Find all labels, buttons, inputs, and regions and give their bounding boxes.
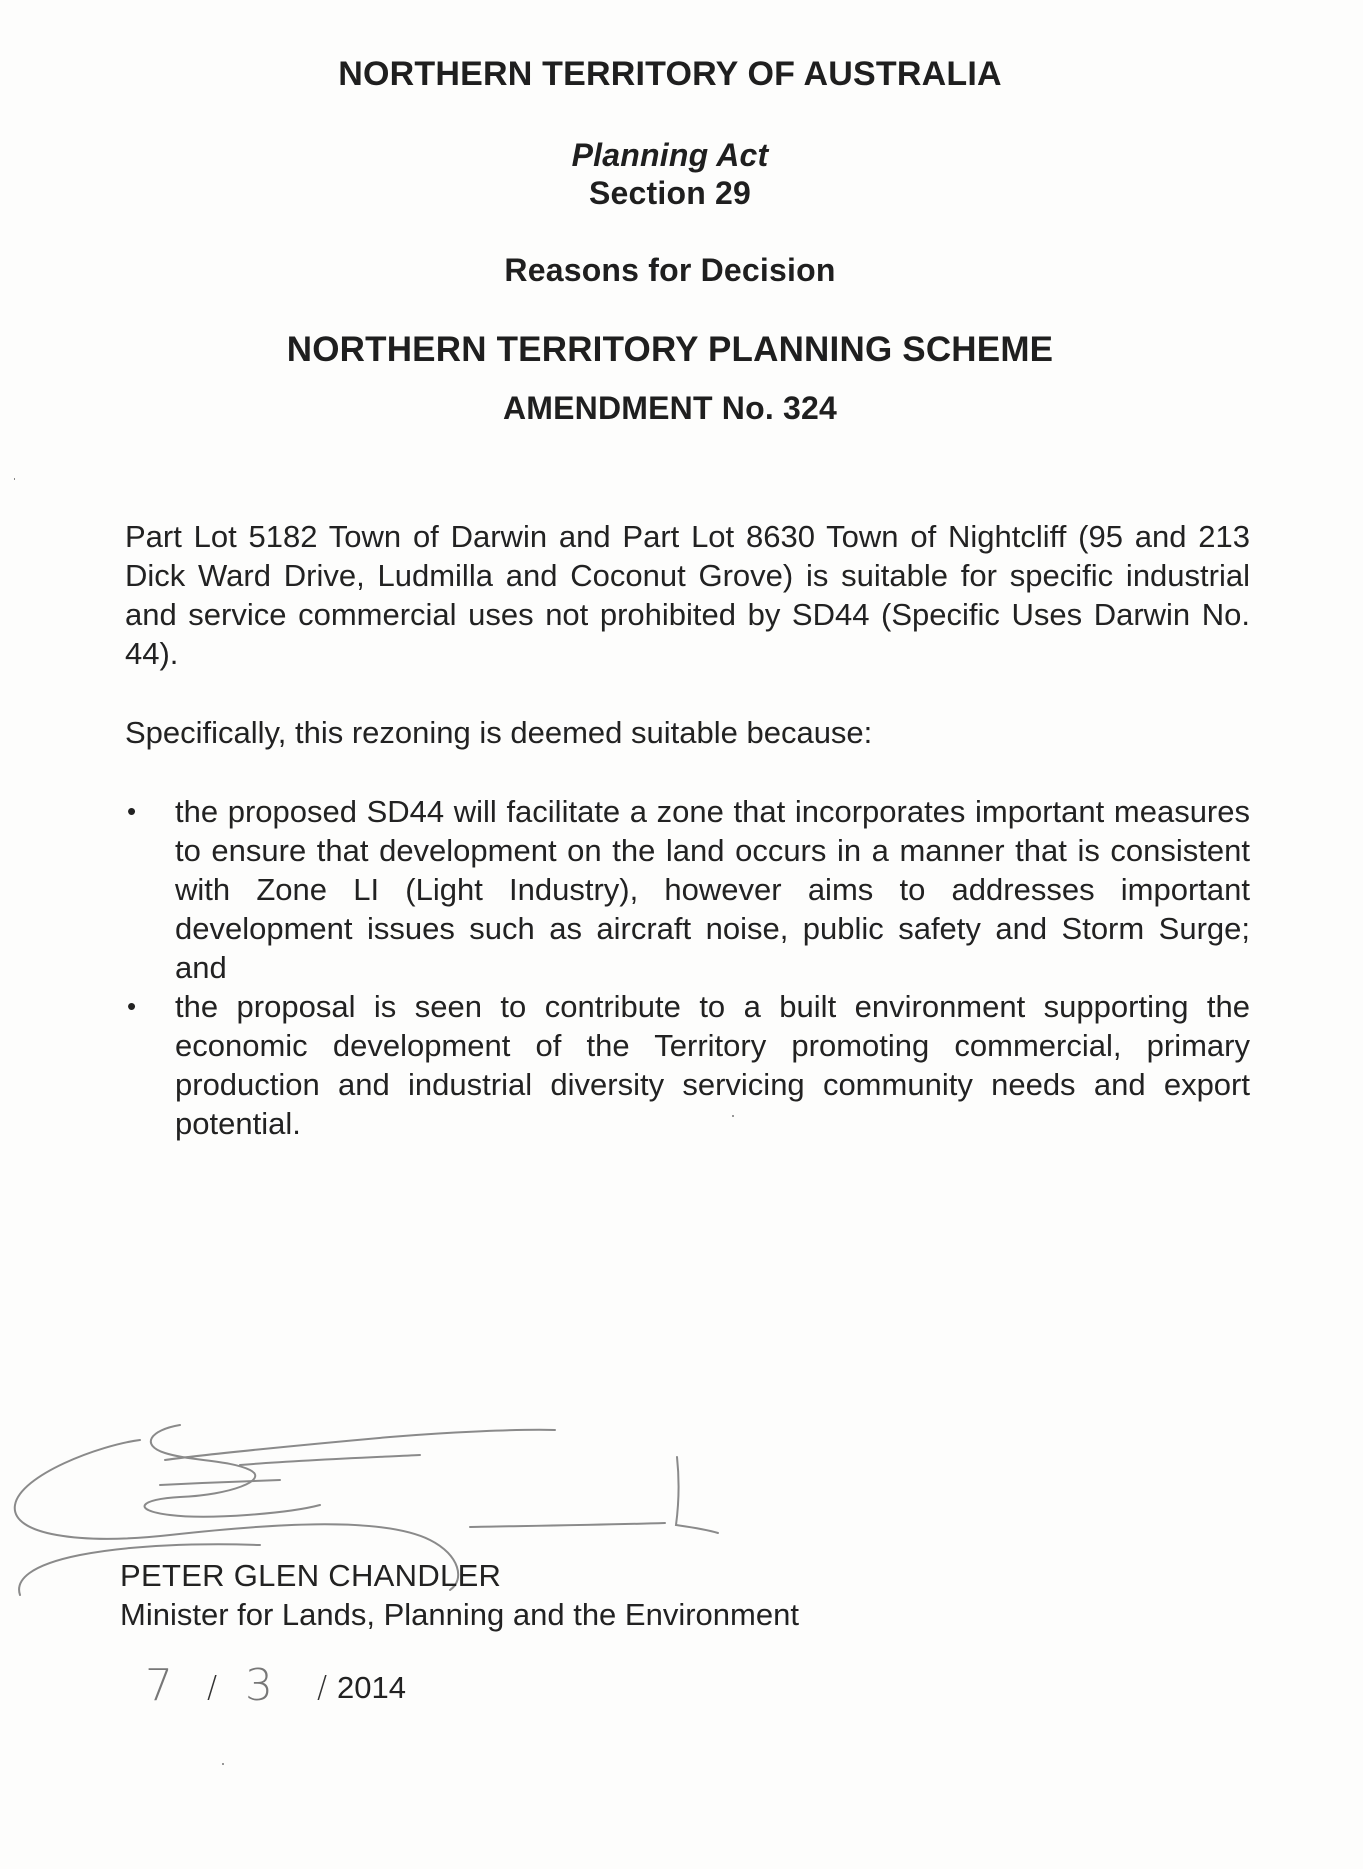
intro-paragraph: Part Lot 5182 Town of Darwin and Part Lot 8630 Town of Nightcliff (95 and 213 Dick Ward Drive, Ludmilla and Coconut Grove) is suitable for specific industrial and service commercial uses not prohibited by SD44 (Specific Uses Darwin No. 44). bbox=[125, 519, 1250, 671]
signature-date bbox=[145, 1660, 445, 1720]
scheme-heading: NORTHERN TERRITORY PLANNING SCHEME bbox=[286, 330, 1054, 369]
date-separator: / bbox=[317, 1670, 328, 1705]
section-heading: Section 29 bbox=[588, 175, 752, 211]
reason-item bbox=[125, 987, 1250, 1143]
reason-text: the proposed SD44 will facilitate a zone that incorporates important measures to ensure that development on the land occurs in a manner that is consistent with Zone LI (Light Industry), however aims to addresses important development issues such as aircraft noise, public safety and Storm Surge; and bbox=[175, 794, 1250, 985]
signatory-name: PETER GLEN CHANDLER bbox=[120, 1558, 502, 1593]
date-day: 7 bbox=[145, 1660, 173, 1711]
amendment-heading: AMENDMENT No. 324 bbox=[502, 390, 838, 426]
bullet-icon: • bbox=[127, 796, 137, 826]
reasons-list bbox=[125, 792, 1250, 1143]
jurisdiction-heading: NORTHERN TERRITORY OF AUSTRALIA bbox=[338, 55, 1002, 93]
scan-speck bbox=[222, 1763, 224, 1765]
date-year: 2014 bbox=[337, 1670, 406, 1705]
reason-text: the proposal is seen to contribute to a built environment supporting the economic development of the Territory promoting commercial, primary production and industrial diversity servicing community needs and export potential. bbox=[175, 989, 1250, 1141]
reason-item bbox=[125, 792, 1250, 987]
bullet-icon: • bbox=[127, 991, 137, 1021]
date-separator: / bbox=[207, 1670, 218, 1705]
date-month: 3 bbox=[245, 1660, 273, 1711]
signatory-title: Minister for Lands, Planning and the Environment bbox=[120, 1597, 799, 1632]
act-title: Planning Act bbox=[571, 137, 769, 173]
scan-speck bbox=[14, 478, 15, 480]
scan-speck bbox=[732, 1115, 734, 1117]
document-type-heading: Reasons for Decision bbox=[504, 252, 836, 288]
lead-in-paragraph: Specifically, this rezoning is deemed suitable because: bbox=[125, 715, 873, 750]
